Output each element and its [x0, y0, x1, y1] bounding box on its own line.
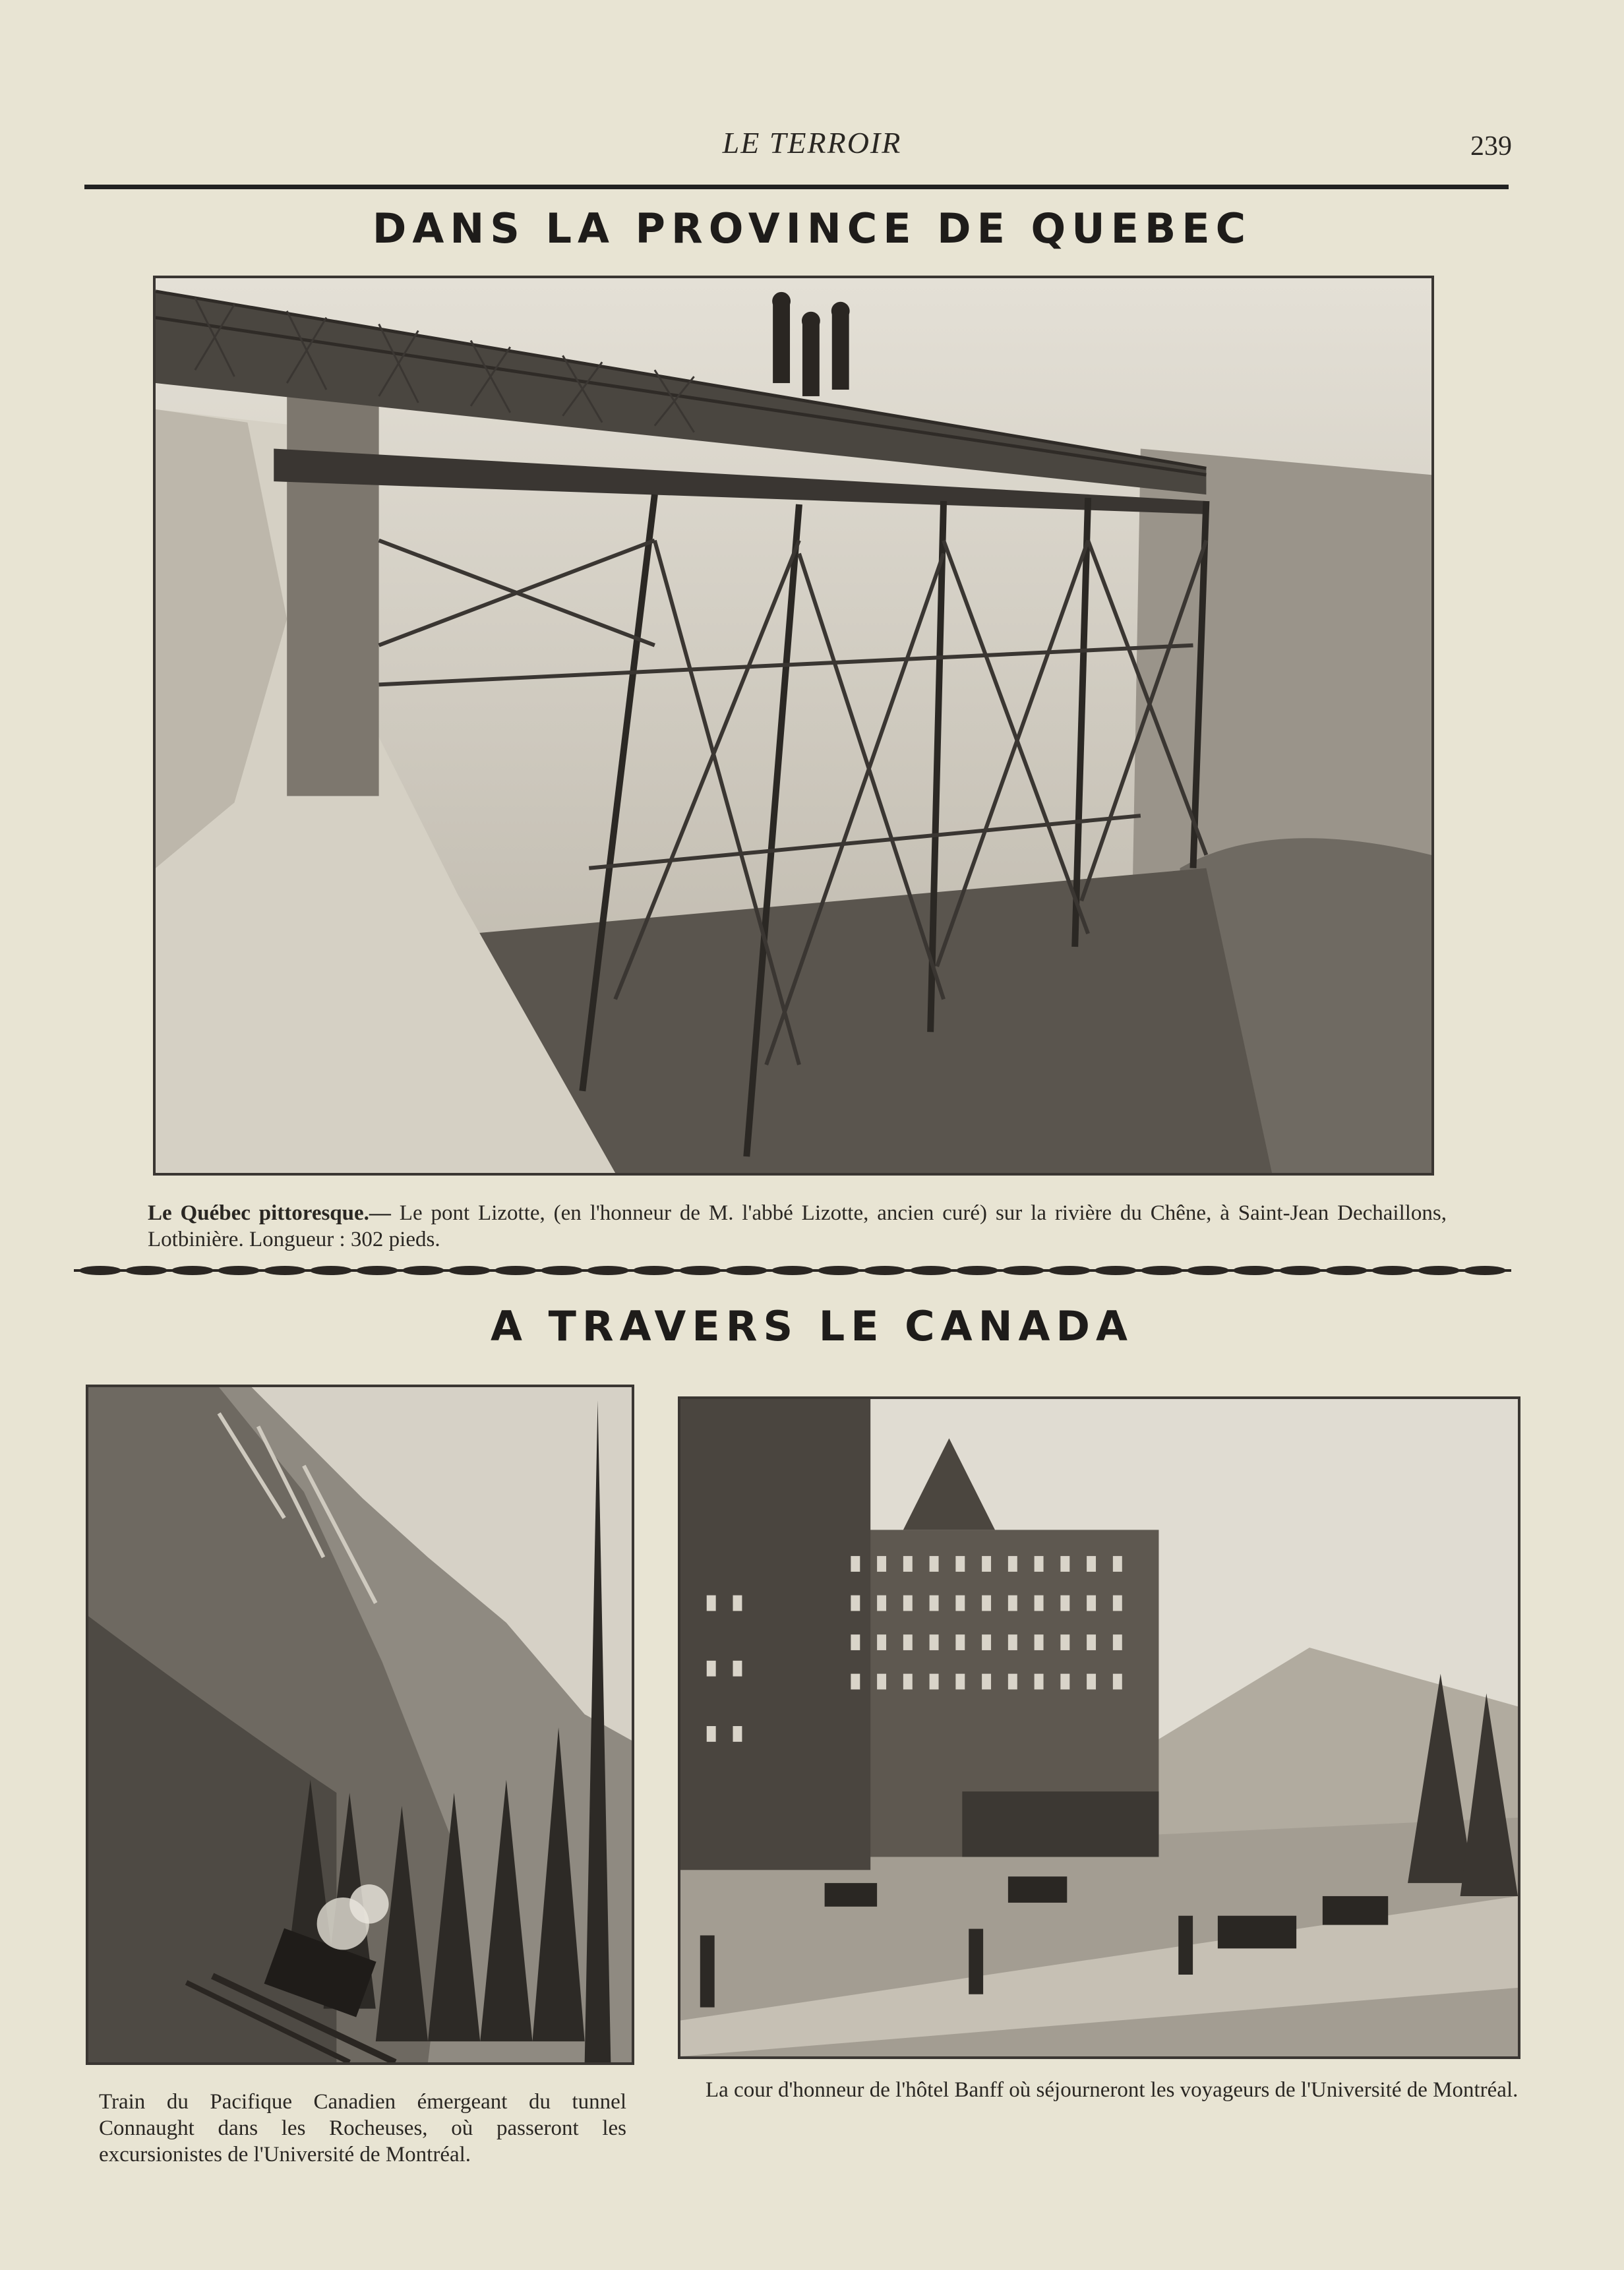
train-caption: Train du Pacifique Canadien émergeant du tunnel Connaught dans les Rocheuses, où passeront les excursionistes de l'Université de Montréal. — [99, 2090, 626, 2166]
banff-caption: La cour d'honneur de l'hôtel Banff où séjourneront les voyageurs de l'Université de Montréal. — [706, 2078, 1519, 2102]
bridge-photo — [153, 276, 1434, 1176]
ornamental-divider — [74, 1266, 1511, 1275]
section-title-canada: A TRAVERS LE CANADA — [491, 1302, 1133, 1350]
page-number: 239 — [1470, 131, 1512, 162]
caption-lead: Le Québec pittoresque.— — [148, 1201, 391, 1225]
running-title: LE TERROIR — [722, 126, 902, 160]
train-photo — [86, 1385, 634, 2065]
section-title-quebec: DANS LA PROVINCE DE QUEBEC — [372, 204, 1252, 253]
header-rule — [84, 185, 1509, 189]
banff-hotel-photo — [678, 1396, 1520, 2059]
bridge-caption — [148, 1200, 1447, 1253]
caption-body: Le pont Lizotte, (en l'honneur de M. l'abbé Lizotte, ancien curé) sur la rivière du Chêne, à Saint-Jean Dechaillons, Lotbinière. Longueur : 302 pieds. — [148, 1201, 1447, 1251]
